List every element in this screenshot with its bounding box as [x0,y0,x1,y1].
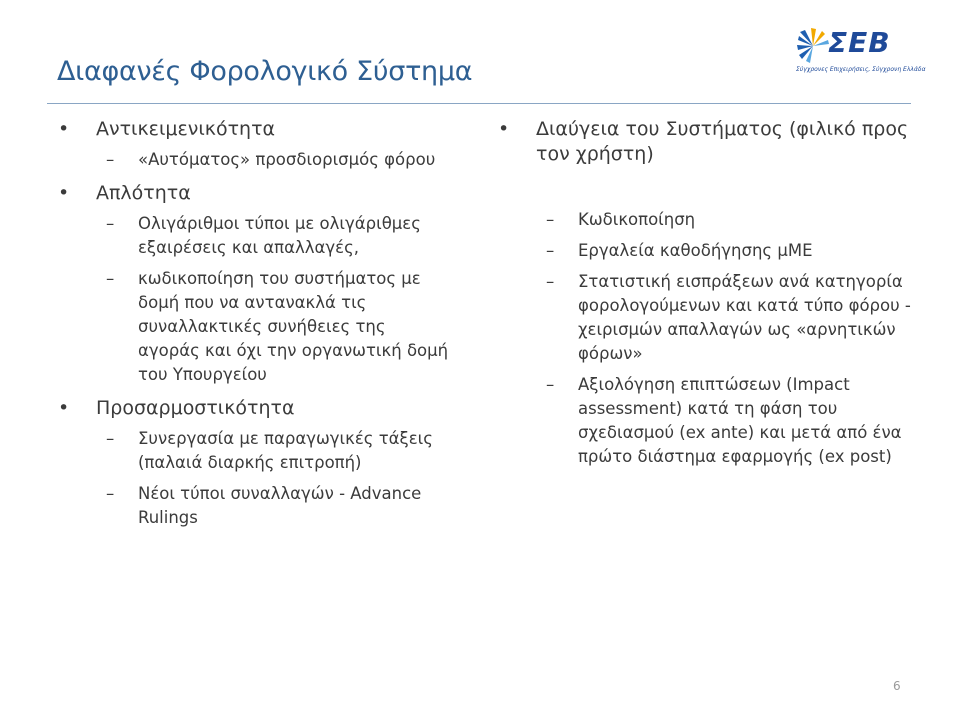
bullet-dot: • [58,397,70,419]
right-column [492,117,912,476]
bullet-text: Απλότητα [96,182,191,204]
dash-marker: – [546,375,555,394]
dash-marker: – [106,214,115,233]
subbullet-new-types [52,482,452,530]
bullet-text: Αντικειμενικότητα [96,118,276,140]
subbullet-text: «Αυτόματος» προσδιορισμός φόρου [138,150,436,169]
logo-tagline: Σύγχρονες Επιχειρήσεις, Σύγχρονη Ελλάδα [796,66,926,73]
subbullet-text: Αξιολόγηση επιπτώσεων (Impact assessment) κατά τη φάση του σχεδιασμού (ex ante) και μετά από ένα πρώτο διάστημα εφαρμογής (ex post) [578,375,902,466]
subbullet-text: Ολιγάριθμοι τύποι με ολιγάριθμες εξαιρέσεις και απαλλαγές, [138,214,421,257]
page-number: 6 [893,679,901,693]
bullet-adaptability [52,396,452,421]
logo-wordmark: ΣΕΒ [828,26,891,59]
star-burst-icon [796,26,830,66]
dash-marker: – [106,484,115,503]
bullet-simplicity [52,181,452,206]
subbullet-auto-tax [52,148,452,172]
subbullet-impact-assessment [492,373,912,469]
title-divider [47,103,911,104]
subbullet-text: κωδικοποίηση του συστήματος με δομή που να αντανακλά τις συναλλακτικές συνήθειες της αγοράς και όχι την οργανωτική δομή του Υπουργείου [138,269,449,384]
bullet-text: Διαύγεια του Συστήματος (φιλικό προς τον χρήστη) [536,118,909,165]
subbullet-text: Στατιστική εισπράξεων ανά κατηγορία φορολογούμενων και κατά τύπο φόρου - χειρισμών απαλλαγών ως «αρνητικών φόρων» [578,272,911,363]
subbullet-statistics [492,270,912,366]
subbullet-text: Συνεργασία με παραγωγικές τάξεις (παλαιά διαρκής επιτροπή) [138,429,433,472]
subbullet-sme-tools [492,239,912,263]
bullet-dot: • [58,182,70,204]
subbullet-codification [52,267,452,387]
dash-marker: – [546,241,555,260]
dash-marker: – [106,269,115,288]
bullet-transparency [492,117,912,167]
left-column [52,117,452,537]
company-logo [796,26,936,82]
subbullet-few-types [52,212,452,260]
bullet-objectivity [52,117,452,142]
dash-marker: – [106,429,115,448]
subbullet-text: Κωδικοποίηση [578,210,696,229]
dash-marker: – [546,210,555,229]
subbullet-text: Νέοι τύποι συναλλαγών - Advance Rulings [138,484,422,527]
subbullet-text: Εργαλεία καθοδήγησης μΜΕ [578,241,813,260]
bullet-dot: • [58,118,70,140]
subbullet-cooperation [52,427,452,475]
slide-title: Διαφανές Φορολογικό Σύστημα [57,56,473,87]
bullet-dot: • [498,118,510,140]
dash-marker: – [546,272,555,291]
subbullet-codification-r [492,208,912,232]
dash-marker: – [106,150,115,169]
bullet-text: Προσαρμοστικότητα [96,397,295,419]
